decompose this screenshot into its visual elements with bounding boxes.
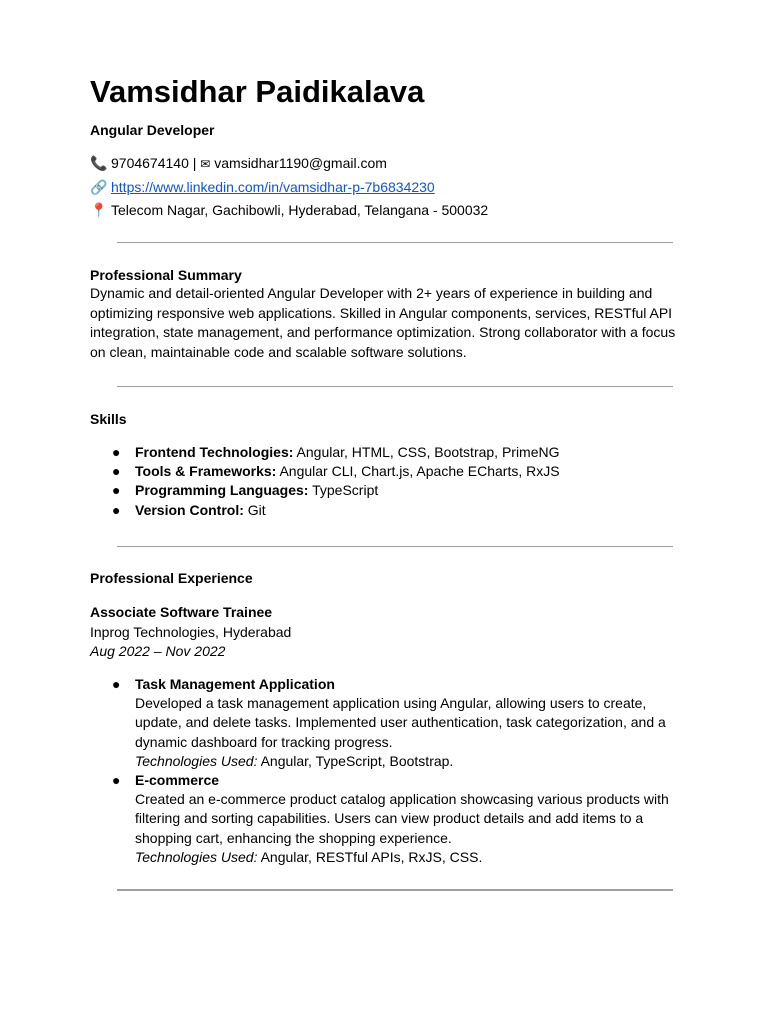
summary-heading: Professional Summary	[90, 267, 242, 283]
linkedin-link[interactable]: https://www.linkedin.com/in/vamsidhar-p-7b6834230	[111, 179, 435, 195]
summary-text: Dynamic and detail-oriented Angular Developer with 2+ years of experience in building and optimizing responsive web applications. Skilled in Angular components, services, RESTful API integration, state management, and performance optimization. Strong collaborator with a focus on clean, maintainable code and scalable software solutions.	[90, 285, 676, 360]
phone-icon: 📞	[90, 155, 108, 171]
skill-label: Programming Languages:	[135, 482, 309, 499]
list-item	[90, 481, 690, 500]
list-item	[90, 443, 690, 462]
list-item	[90, 462, 690, 481]
location-pin-icon: 📍	[90, 202, 108, 218]
skill-value: TypeScript	[312, 482, 379, 499]
list-item	[90, 501, 690, 520]
skills-list	[90, 443, 690, 520]
candidate-name: Vamsidhar Paidikalava	[90, 74, 425, 109]
experience-heading: Professional Experience	[90, 570, 253, 586]
address-line	[90, 201, 488, 219]
email-icon: ✉	[200, 157, 211, 171]
job-title: Angular Developer	[90, 122, 215, 138]
link-icon: 🔗	[90, 179, 108, 195]
company-name: Inprog Technologies, Hyderabad	[90, 624, 292, 640]
contact-line	[90, 154, 387, 173]
linkedin-line	[90, 178, 435, 196]
project-title: E-commerce	[135, 772, 220, 789]
job-role: Associate Software Trainee	[90, 604, 273, 620]
list-item	[90, 675, 680, 771]
skill-value: Git	[247, 501, 266, 518]
contact-separator: |	[192, 155, 197, 171]
tech-label: Technologies Used:	[135, 752, 258, 769]
phone-number[interactable]: 9704674140	[111, 155, 189, 171]
bullet-icon: ●	[112, 444, 121, 460]
project-title: Task Management Application	[135, 676, 335, 692]
employment-dates: Aug 2022 – Nov 2022	[90, 643, 226, 659]
list-item	[90, 771, 680, 867]
skill-label: Version Control:	[135, 501, 244, 518]
projects-list	[90, 675, 680, 867]
divider	[117, 546, 673, 547]
bullet-icon: ●	[112, 482, 121, 499]
skill-label: Tools & Frameworks:	[135, 463, 277, 480]
tech-value: Angular, RESTful APIs, RxJS, CSS.	[260, 848, 483, 865]
email-address[interactable]: vamsidhar1190@gmail.com	[214, 155, 387, 171]
tech-label: Technologies Used:	[135, 848, 258, 865]
address: Telecom Nagar, Gachibowli, Hyderabad, Telangana - 500032	[111, 202, 489, 218]
divider	[117, 242, 673, 243]
skill-value: Angular CLI, Chart.js, Apache ECharts, RxJS	[279, 463, 560, 480]
tech-value: Angular, TypeScript, Bootstrap.	[260, 752, 454, 769]
bullet-icon: ●	[112, 501, 121, 518]
project-description: Created an e-commerce product catalog application showcasing various products with filtering and sorting capabilities. Users can view product details and add items to a shopping cart, enhancing the shopping experience.	[135, 791, 669, 846]
bullet-icon: ●	[112, 463, 121, 480]
divider	[117, 889, 673, 891]
skill-value: Angular, HTML, CSS, Bootstrap, PrimeNG	[296, 444, 560, 460]
divider	[117, 386, 673, 387]
skill-label: Frontend Technologies:	[135, 444, 294, 460]
skills-heading: Skills	[90, 411, 127, 427]
bullet-icon: ●	[112, 676, 121, 692]
project-description: Developed a task management application using Angular, allowing users to create, update, and delete tasks. Implemented user authentication, task categorization, and a dynamic dashboard for tracking progress.	[135, 695, 666, 750]
bullet-icon: ●	[112, 772, 121, 789]
